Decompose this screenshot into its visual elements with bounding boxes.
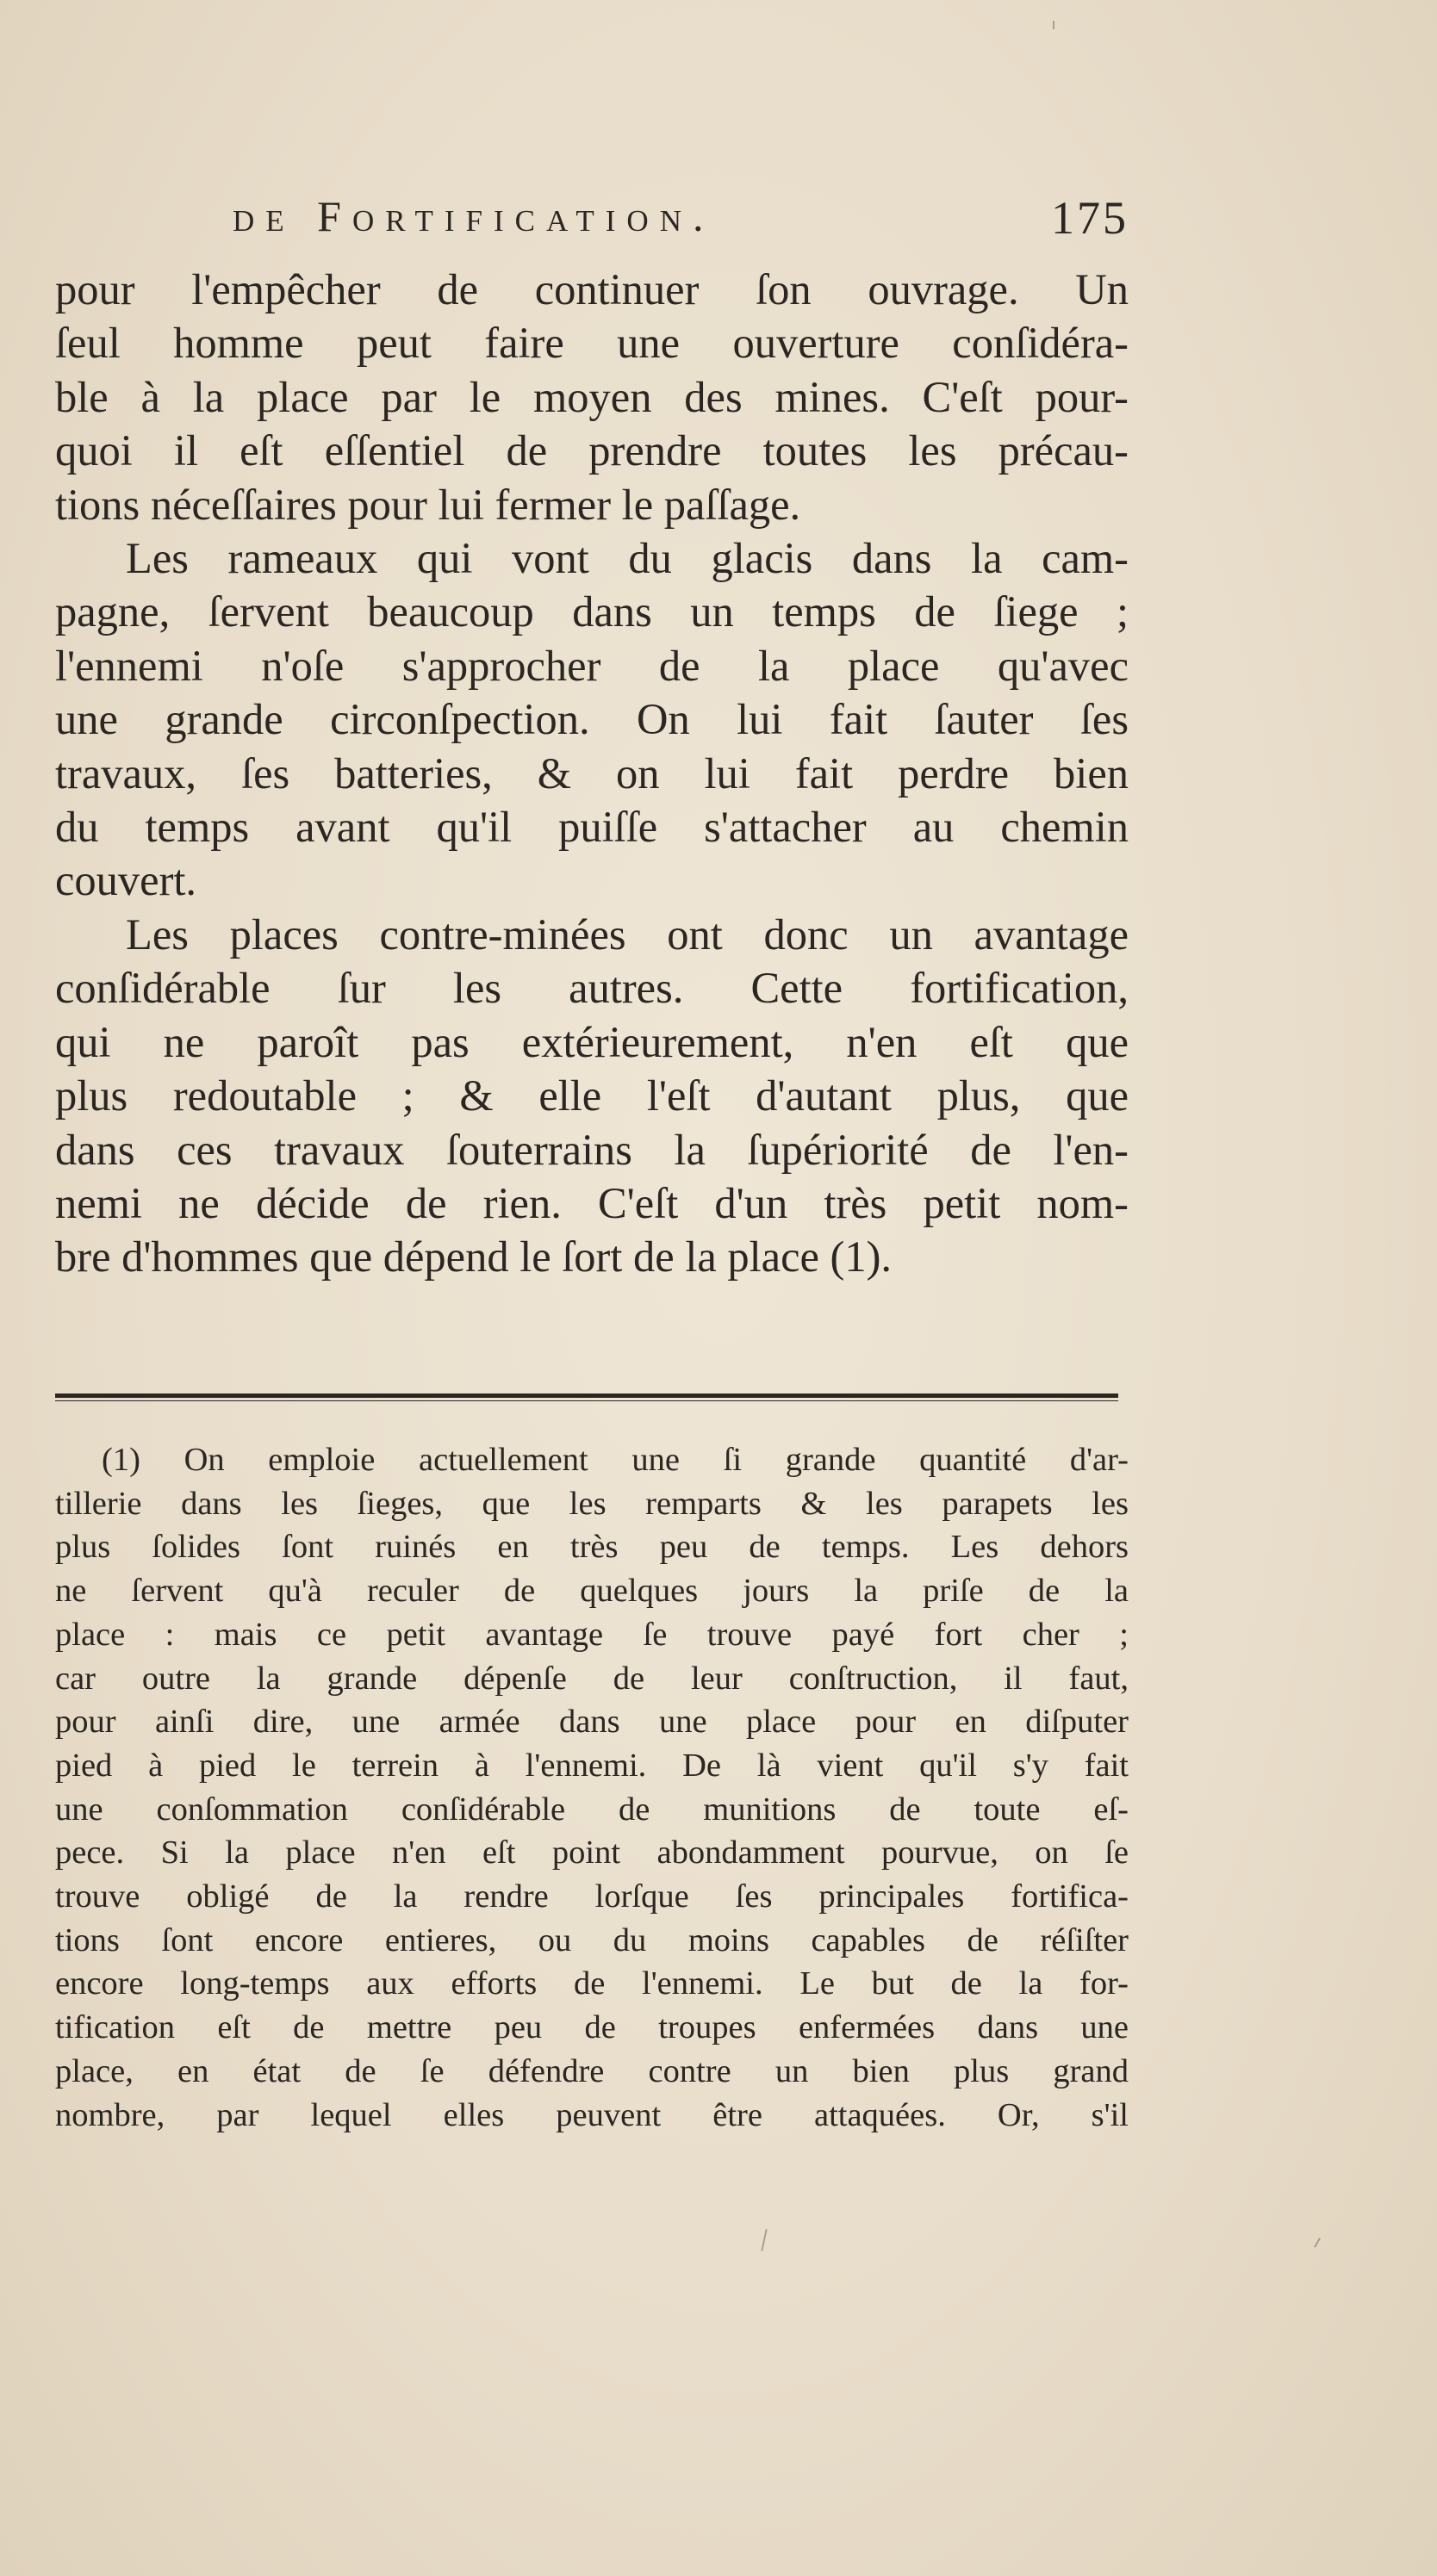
text-line: qui ne paroît pas extérieurement, n'en eſt que (55, 1017, 1129, 1066)
footnote-line: une conſommation conſidérable de munitions de toute eſ- (55, 1791, 1129, 1828)
footnote-line: place, en état de ſe défendre contre un bien plus grand (55, 2052, 1129, 2089)
text-line: quoi il eſt eſſentiel de prendre toutes les précau- (55, 426, 1129, 475)
text-line: Les places contre-minées ont donc un avantage (126, 909, 1129, 959)
paragraph (55, 531, 1129, 908)
footnote-line: tification eſt de mettre peu de troupes enfermées dans une (55, 2009, 1129, 2046)
footnote-line: pour ainſi dire, une armée dans une place pour en diſputer (55, 1704, 1129, 1741)
text-line: Les rameaux qui vont du glacis dans la cam- (126, 534, 1129, 583)
text-line: tions néceſſaires pour lui fermer le paſſage. (55, 480, 801, 529)
footnote-line: nombre, par lequel elles peuvent être attaquées. Or, s'il (55, 2096, 1129, 2133)
text-line: conſidérable ſur les autres. Cette fortification, (55, 964, 1129, 1013)
footnote-line: place : mais ce petit avantage ſe trouve payé fort cher ; (55, 1616, 1129, 1653)
text-line: plus redoutable ; & elle l'eſt d'autant plus, que (55, 1071, 1129, 1120)
footnote-line: trouve obligé de la rendre lorſque ſes principales fortifica- (55, 1878, 1129, 1915)
text-line: nemi ne décide de rien. C'eſt d'un très petit nom- (55, 1178, 1129, 1227)
text-line: travaux, ſes batteries, & on lui fait perdre bien (55, 748, 1129, 798)
footnote-line: ne ſervent qu'à reculer de quelques jours la priſe de la (55, 1573, 1129, 1610)
footnote-separator-rule (55, 1394, 1118, 1401)
text-line: couvert. (55, 856, 197, 905)
footnote-paragraph (55, 1438, 1129, 2137)
text-line: pagne, ſervent beaucoup dans un temps de ſiege ; (55, 587, 1129, 636)
text-line: du temps avant qu'il puiſſe s'attacher au chemin (55, 803, 1129, 852)
footnote-line: car outre la grande dépenſe de leur conſtruction, il faut, (55, 1660, 1129, 1697)
footnote-line: encore long-temps aux efforts de l'ennemi. Le but de la for- (55, 1965, 1129, 2002)
footnote-line: pece. Si la place n'en eſt point abondamment pourvue, on ſe (55, 1834, 1129, 1871)
body-text (55, 263, 1129, 1284)
text-line: ſeul homme peut faire une ouverture conſidéra- (55, 319, 1129, 368)
footnote-line: tions ſont encore entieres, ou du moins capables de réſiſter (55, 1921, 1129, 1958)
paper-speck (1314, 2238, 1321, 2247)
footnote-line: tillerie dans les ſieges, que les remparts & les parapets les (55, 1485, 1129, 1522)
footnote-line: plus ſolides ſont ruinés en très peu de temps. Les dehors (55, 1529, 1129, 1566)
running-title: de Fortification. (233, 192, 715, 240)
paper-speck (761, 2229, 767, 2251)
footnote (55, 1438, 1129, 2137)
page-header (233, 191, 1129, 251)
text-line: ble à la place par le moyen des mines. C'eſt pour- (55, 372, 1129, 421)
footnote-line: pied à pied le terrein à l'ennemi. De là vient qu'il s'y fait (55, 1747, 1129, 1784)
paragraph (55, 908, 1129, 1284)
footnote-line: (1) On emploie actuellement une ſi grande quantité d'ar- (102, 1442, 1129, 1478)
text-line: l'ennemi n'oſe s'approcher de la place qu'avec (55, 641, 1129, 690)
paper-speck (1053, 21, 1054, 29)
text-line: bre d'hommes que dépend le ſort de la place (1). (55, 1232, 893, 1282)
text-line: une grande circonſpection. On lui fait ſauter ſes (55, 695, 1129, 744)
paragraph (55, 263, 1129, 531)
text-line: dans ces travaux ſouterrains la ſupériorité de l'en- (55, 1125, 1129, 1174)
page-number: 175 (1051, 192, 1129, 244)
text-line: pour l'empêcher de continuer ſon ouvrage. Un (55, 265, 1129, 313)
